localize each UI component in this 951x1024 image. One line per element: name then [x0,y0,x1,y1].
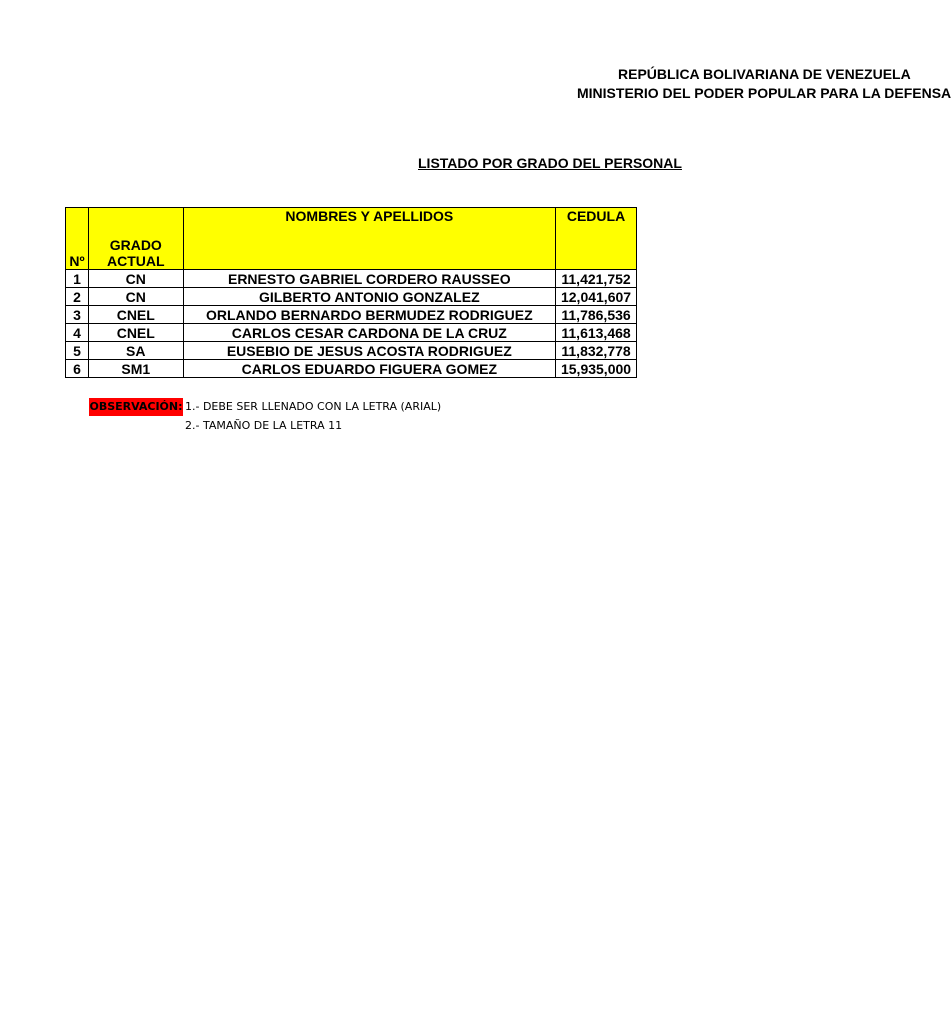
cell-cedula[interactable]: 11,421,752 [556,270,637,288]
cell-cedula[interactable]: 11,613,468 [556,324,637,342]
cell-grado[interactable]: CN [88,270,183,288]
cell-cedula[interactable]: 11,786,536 [556,306,637,324]
cell-nombre[interactable]: ERNESTO GABRIEL CORDERO RAUSSEO [183,270,555,288]
table-row [66,288,637,306]
cell-num[interactable]: 3 [66,306,89,324]
header-list-title: LISTADO POR GRADO DEL PERSONAL [418,155,682,171]
cell-cedula[interactable]: 11,832,778 [556,342,637,360]
cell-num[interactable]: 5 [66,342,89,360]
cell-grado[interactable]: CN [88,288,183,306]
table-row [66,324,637,342]
header-ministry: MINISTERIO DEL PODER POPULAR PARA LA DEFENSA [577,85,951,101]
cell-grado[interactable]: SM1 [88,360,183,378]
observacion-label[interactable]: OBSERVACIÓN: [89,398,183,416]
col-header-cedula[interactable]: CEDULA [556,208,637,270]
cell-num[interactable]: 4 [66,324,89,342]
cell-grado[interactable]: SA [88,342,183,360]
cell-cedula[interactable]: 12,041,607 [556,288,637,306]
observacion-line-1[interactable]: 1.- DEBE SER LLENADO CON LA LETRA (ARIAL) [185,400,442,413]
cell-grado[interactable]: CNEL [88,324,183,342]
col-header-nombre[interactable]: NOMBRES Y APELLIDOS [183,208,555,270]
cell-nombre[interactable]: GILBERTO ANTONIO GONZALEZ [183,288,555,306]
cell-num[interactable]: 2 [66,288,89,306]
col-header-grado[interactable] [88,208,183,270]
table-row [66,342,637,360]
personnel-table [65,207,637,378]
table-row [66,306,637,324]
cell-cedula[interactable]: 15,935,000 [556,360,637,378]
observacion-line-2[interactable]: 2.- TAMAÑO DE LA LETRA 11 [185,419,343,432]
cell-nombre[interactable]: CARLOS EDUARDO FIGUERA GOMEZ [183,360,555,378]
col-header-num[interactable]: Nº [66,208,89,270]
cell-num[interactable]: 6 [66,360,89,378]
cell-num[interactable]: 1 [66,270,89,288]
table-row [66,360,637,378]
cell-nombre[interactable]: EUSEBIO DE JESUS ACOSTA RODRIGUEZ [183,342,555,360]
col-header-grado-text: GRADO ACTUAL [106,237,165,269]
cell-nombre[interactable]: ORLANDO BERNARDO BERMUDEZ RODRIGUEZ [183,306,555,324]
cell-grado[interactable]: CNEL [88,306,183,324]
header-republic: REPÚBLICA BOLIVARIANA DE VENEZUELA [618,66,911,82]
table-row [66,270,637,288]
table-header-row [66,208,637,270]
cell-nombre[interactable]: CARLOS CESAR CARDONA DE LA CRUZ [183,324,555,342]
